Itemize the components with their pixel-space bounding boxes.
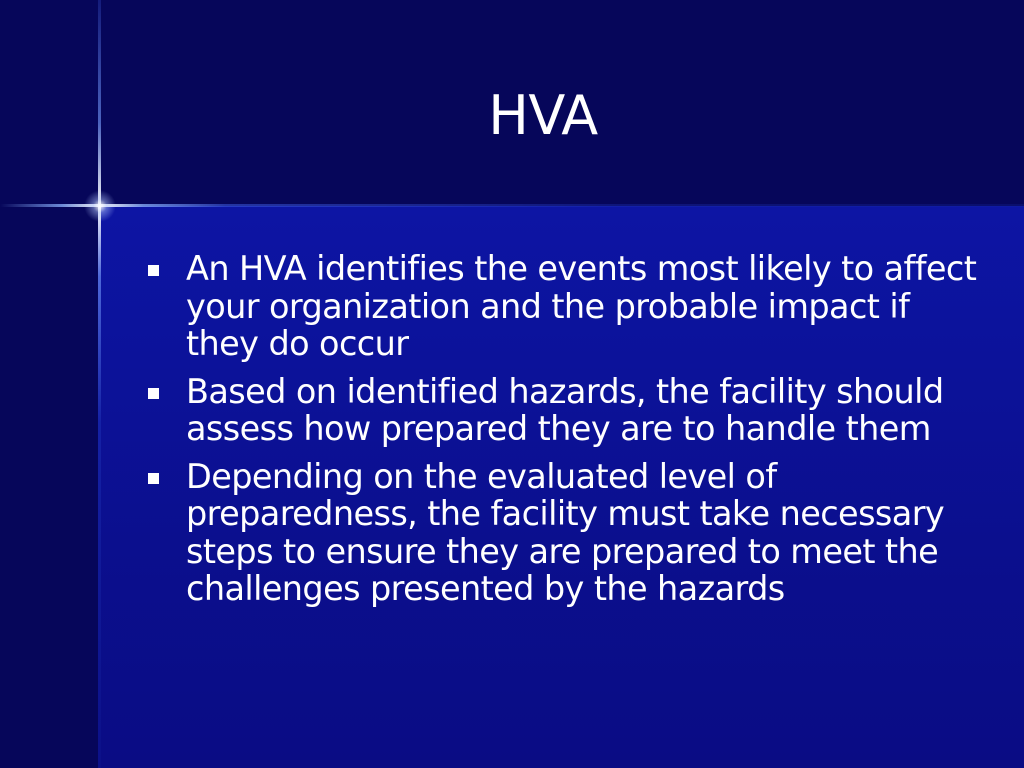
- square-bullet-icon: [148, 265, 159, 276]
- bullet-text: An HVA identifies the events most likely to affect your organization and the probable impact if they do occur: [186, 249, 977, 363]
- square-bullet-icon: [148, 388, 159, 399]
- left-band: [0, 206, 98, 768]
- bullet-list: [148, 250, 988, 618]
- bullet-item: [148, 373, 988, 448]
- sparkle-cross-icon: [84, 190, 116, 222]
- slide-title: HVA: [488, 84, 598, 147]
- bullet-text: Based on identified hazards, the facility should assess how prepared they are to handle them: [186, 371, 944, 448]
- square-bullet-icon: [148, 473, 159, 484]
- bullet-text: Depending on the evaluated level of preparedness, the facility must take necessary steps to ensure they are prepared to meet the challenges presented by the hazards: [186, 456, 945, 608]
- bullet-item: [148, 250, 988, 363]
- bullet-item: [148, 458, 988, 608]
- horizontal-accent-line: [0, 204, 1024, 207]
